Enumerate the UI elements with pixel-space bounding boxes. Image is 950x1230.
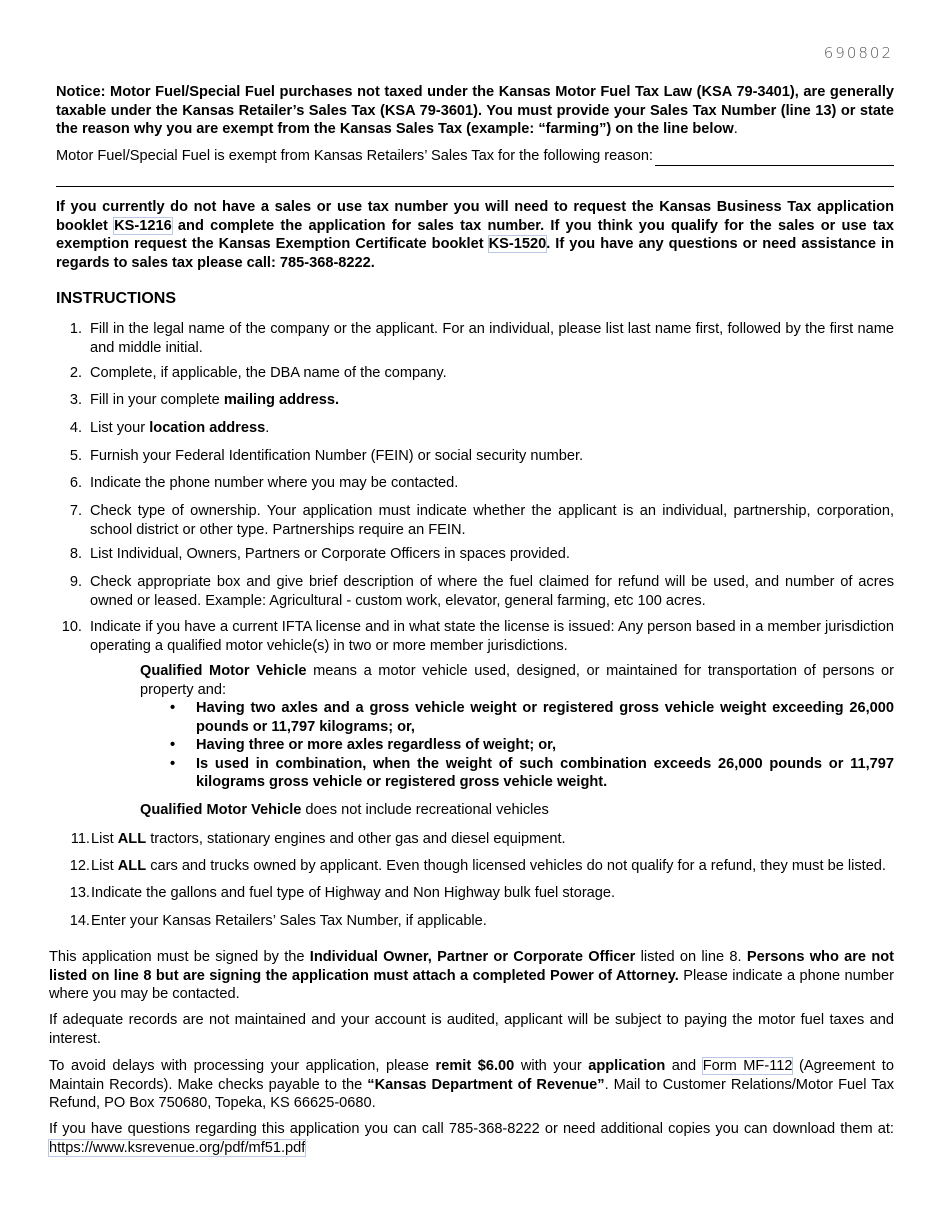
signing-bold: Individual Owner, Partner or Corporate Officer: [309, 949, 636, 965]
instruction-number: 3.: [69, 392, 82, 408]
signing-text: Please indicate a phone number where you may be contacted.: [49, 967, 894, 1002]
remit-paragraph: [49, 1057, 894, 1113]
instruction-number: 10.: [61, 619, 82, 635]
instruction-item: [56, 391, 894, 410]
instruction-item: [56, 447, 894, 466]
instruction-text: [90, 474, 894, 493]
instruction-text: [91, 884, 894, 903]
exempt-reason-line-2[interactable]: [56, 186, 894, 187]
instruction-item: [56, 857, 894, 876]
remit-text: and: [665, 1058, 703, 1074]
instruction-item: [56, 884, 894, 903]
questions-paragraph: [49, 1120, 894, 1157]
instruction-text-part: Complete, if applicable, the DBA name of the company.: [90, 365, 447, 381]
instruction-text-part: Indicate the phone number where you may be contacted.: [90, 475, 459, 491]
questions-text: If you have questions regarding this application you can call 785-368-8222 or need additional copies you can download them at:: [49, 1121, 894, 1137]
signing-paragraph: [49, 948, 894, 1004]
instruction-number: 9.: [69, 574, 82, 590]
instruction-text: [90, 545, 894, 564]
instruction-text-end: cars and trucks owned by applicant. Even though licensed vehicles do not qualify for a refund, they must be listed.: [146, 858, 886, 874]
instruction-number: 4.: [69, 420, 82, 436]
instruction-item: [56, 502, 894, 539]
instruction-item: [56, 474, 894, 493]
remit-text: with your: [514, 1058, 589, 1074]
qmv-criterion: • Is used in combination, when the weight of such combination exceeds 26,000 pounds or 11,797 kilograms gross vehicle or registered gross vehicle weight.: [140, 755, 894, 792]
ks-1216-link[interactable]: KS-1216: [114, 217, 172, 234]
instruction-text: [91, 912, 894, 931]
instruction-item: [56, 364, 894, 383]
instruction-number: 13.: [69, 885, 90, 901]
notice-text: Notice: Motor Fuel/Special Fuel purchases not taxed under the Kansas Motor Fuel Tax Law (KSA 79-3401), are generally taxable under the Kansas Retailer’s Sales Tax (KSA 79-3601). You must provide your Sales Tax Number (line 13) or state the reason why you are exempt from the Kansas Sales Tax (example: “farming”) on the line below: [56, 84, 894, 137]
qmv-criterion: • Having two axles and a gross vehicle weight or registered gross vehicle weight exceeding 26,000 pounds or 11,797 kilograms; or,: [140, 699, 894, 736]
instruction-text-part: List: [91, 831, 118, 847]
instruction-text: [90, 618, 894, 655]
instruction-text-part: Fill in your complete: [90, 392, 224, 408]
notice-period: .: [733, 121, 738, 137]
remit-text: (Agreement to Maintain Records). Make checks payable to the: [49, 1058, 894, 1093]
qmv-term-2: Qualified Motor Vehicle: [140, 801, 302, 818]
instruction-text: [91, 857, 894, 876]
records-paragraph: If adequate records are not maintained and your account is audited, applicant will be subject to paying the motor fuel taxes and interest.: [49, 1012, 894, 1047]
signing-bold: Persons who are not listed on line 8 but are signing the application must attach a completed Power of Attorney.: [49, 949, 895, 984]
instruction-item: [56, 419, 894, 438]
instruction-bold-part: mailing address.: [223, 392, 339, 408]
instruction-number: 14.: [69, 913, 90, 929]
instruction-item: [56, 830, 894, 849]
instruction-item: [56, 545, 894, 564]
exempt-reason-field[interactable]: [655, 151, 894, 166]
mf51-download-link[interactable]: https://www.ksrevenue.org/pdf/mf51.pdf: [49, 1139, 306, 1156]
instruction-text: [90, 391, 894, 410]
instruction-number: 7.: [69, 503, 82, 519]
instruction-item: [56, 320, 894, 357]
instruction-bold-part: location address: [149, 420, 266, 436]
instructions-heading: INSTRUCTIONS: [56, 290, 176, 307]
qmv-criterion: • Having three or more axles regardless of weight; or,: [140, 736, 894, 755]
instruction-text-part: List your: [90, 420, 150, 436]
sales-tax-text-c: . If you have any questions or need assistance in regards to sales tax please call: 785-368-8222.: [56, 236, 894, 271]
remit-amount: remit $6.00: [435, 1058, 515, 1074]
instruction-item: [56, 618, 894, 655]
form-number: 690802: [823, 44, 893, 62]
instruction-text-part: List Individual, Owners, Partners or Corporate Officers in spaces provided.: [90, 546, 570, 562]
form-mf-112-link[interactable]: Form MF-112: [702, 1058, 793, 1074]
payee: “Kansas Department of Revenue”: [367, 1076, 605, 1093]
instruction-text-part: Indicate if you have a current IFTA license and in what state the license is issued: Any person based in a member jurisdiction operating a qualified motor vehicle(s) in two or more member jurisdictions.: [90, 619, 894, 654]
instruction-text: [90, 364, 894, 383]
instruction-text: [90, 502, 894, 539]
signing-text: This application must be signed by the: [49, 949, 310, 965]
instruction-text: [90, 419, 894, 438]
sales-tax-text-a: If you currently do not have a sales or use tax number you will need to request the Kansas Business Tax application booklet: [56, 199, 894, 234]
qmv-term: Qualified Motor Vehicle: [140, 663, 307, 679]
remit-text: To avoid delays with processing your application, please: [49, 1058, 436, 1074]
instruction-text: [90, 573, 894, 610]
instruction-text: [91, 830, 894, 849]
signing-text: listed on line 8.: [635, 949, 747, 965]
instruction-text: [90, 320, 894, 357]
notice-paragraph: [56, 83, 894, 139]
instruction-text: [90, 447, 894, 466]
qualified-motor-vehicle-definition: [140, 662, 894, 819]
instruction-text-part: Check type of ownership. Your application must indicate whether the applicant is an individual, partnership, corporation, school district or other type. Partnerships require an FEIN.: [90, 503, 894, 538]
instruction-number: 12.: [69, 858, 90, 874]
instruction-number: 8.: [69, 546, 82, 562]
instruction-text-end: tractors, stationary engines and other gas and diesel equipment.: [146, 831, 566, 847]
ks-1520-link[interactable]: KS-1520: [488, 236, 547, 252]
qmv-def: means a motor vehicle used, designed, or maintained for transportation of persons or property and:: [140, 663, 894, 698]
sales-tax-text-b: and complete the application for sales tax number. If you think you qualify for the sales or use tax exemption request the Kansas Exemption Certificate booklet: [56, 217, 894, 252]
instruction-bold-part: ALL: [117, 858, 147, 874]
instruction-number: 5.: [69, 448, 82, 464]
instruction-text-part: List: [91, 858, 118, 874]
remit-text: . Mail to Customer Relations/Motor Fuel Tax Refund, PO Box 750680, Topeka, KS 66625-0680.: [49, 1076, 894, 1111]
exempt-reason-label: Motor Fuel/Special Fuel is exempt from Kansas Retailers’ Sales Tax for the following reason:: [56, 148, 653, 164]
instruction-text-end: .: [265, 420, 270, 436]
qmv-criteria-list: [140, 699, 894, 792]
instruction-text-part: Indicate the gallons and fuel type of Highway and Non Highway bulk fuel storage.: [91, 885, 616, 901]
instruction-bold-part: ALL: [117, 831, 147, 847]
instruction-number: 1.: [69, 321, 82, 337]
sales-tax-paragraph: [56, 198, 894, 272]
instruction-text-part: Enter your Kansas Retailers’ Sales Tax Number, if applicable.: [91, 913, 487, 929]
instruction-text-part: Furnish your Federal Identification Number (FEIN) or social security number.: [90, 448, 584, 464]
instruction-number: 11.: [70, 831, 90, 847]
instruction-text-part: Fill in the legal name of the company or the applicant. For an individual, please list last name first, followed by the first name and middle initial.: [90, 321, 894, 356]
instruction-item: [56, 912, 894, 931]
instruction-text-part: Check appropriate box and give brief description of where the fuel claimed for refund will be used, and number of acres owned or leased. Example: Agricultural - custom work, elevator, general farming, etc 100 acres.: [90, 574, 894, 609]
remit-bold: application: [588, 1058, 666, 1074]
exempt-reason-row: [56, 147, 894, 166]
instruction-number: 2.: [69, 365, 82, 381]
instruction-item: [56, 573, 894, 610]
qmv-exclusion: does not include recreational vehicles: [301, 801, 549, 818]
instruction-number: 6.: [69, 475, 82, 491]
